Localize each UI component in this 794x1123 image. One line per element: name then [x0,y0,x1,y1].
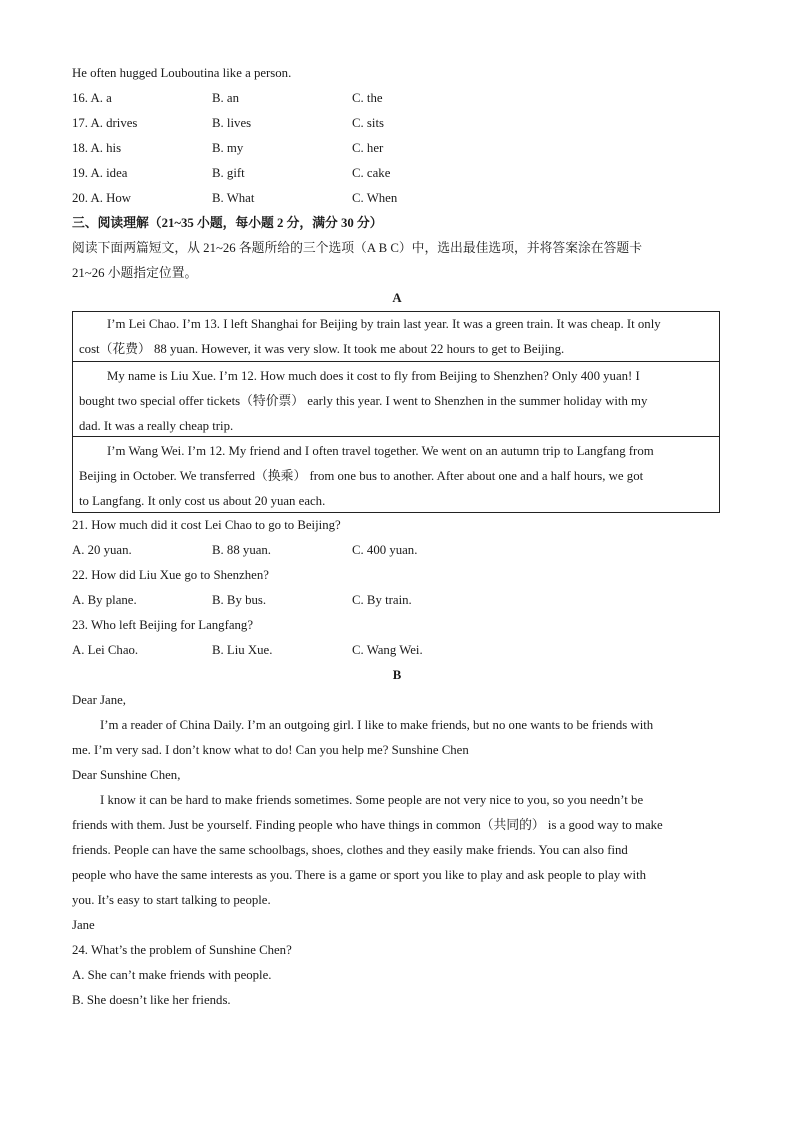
option-18b: B. my [212,141,244,155]
option-22c: C. By train. [352,593,412,607]
passage-b-label: B [392,668,402,682]
option-23a: A. Lei Chao. [72,643,139,657]
box3-line-2: Beijing in October. We transferred（换乘） from one bus to another. After about one and a half hours, we got [79,469,644,483]
option-21a: A. 20 yuan. [72,543,132,557]
option-16c: C. the [352,91,383,105]
letter-salutation-1: Dear Jane, [72,693,126,707]
question-22: 22. How did Liu Xue go to Shenzhen? [72,568,269,582]
option-22b: B. By bus. [212,593,267,607]
letter-signature: Jane [72,918,95,932]
box3-line-1: I’m Wang Wei. I’m 12. My friend and I often travel together. We went on an autumn trip to Langfang from [107,444,654,458]
option-21b: B. 88 yuan. [212,543,272,557]
option-20a: 20. A. How [72,191,132,205]
section-heading: 三、阅读理解（21~35 小题，每小题 2 分，满分 30 分） [72,216,383,230]
passage-a-box-3 [72,436,720,513]
box2-line-3: dad. It was a really cheap trip. [79,419,234,433]
option-23c: C. Wang Wei. [352,643,423,657]
option-24b: B. She doesn’t like her friends. [72,993,231,1007]
option-17b: B. lives [212,116,252,130]
letter-body-2-line-1: I know it can be hard to make friends sometimes. Some people are not very nice to you, so you needn’t be [100,793,644,807]
letter-body-1-line-1: I’m a reader of China Daily. I’m an outgoing girl. I like to make friends, but no one wants to be friends with [100,718,654,732]
letter-body-2-line-3: friends. People can have the same schoolbags, shoes, clothes and they easily make friends. You can also find [72,843,628,857]
option-19c: C. cake [352,166,391,180]
letter-body-2-line-4: people who have the same interests as you. There is a game or sport you like to play and ask people to play with [72,868,647,882]
section-instruction-1: 阅读下面两篇短文，从 21~26 各题所给的三个选项（A B C）中，选出最佳选项，并将答案涂在答题卡 [72,241,642,255]
letter-salutation-2: Dear Sunshine Chen, [72,768,181,782]
box2-line-2: bought two special offer tickets（特价票） early this year. I went to Shenzhen in the summer holiday with my [79,394,648,408]
option-22a: A. By plane. [72,593,137,607]
letter-body-2-line-5: you. It’s easy to start talking to people. [72,893,271,907]
passage-a-box-2 [72,361,720,436]
option-17c: C. sits [352,116,385,130]
box1-line-2: cost（花费） 88 yuan. However, it was very slow. It took me about 22 hours to get to Beijing. [79,342,565,356]
option-24a: A. She can’t make friends with people. [72,968,272,982]
option-20c: C. When [352,191,398,205]
box2-line-1: My name is Liu Xue. I’m 12. How much does it cost to fly from Beijing to Shenzhen? Only 400 yuan! I [107,369,640,383]
letter-body-2-line-2: friends with them. Just be yourself. Finding people who have things in common（共同的） is a good way to make [72,818,663,832]
option-20b: B. What [212,191,255,205]
box3-line-3: to Langfang. It only cost us about 20 yuan each. [79,494,326,508]
option-21c: C. 400 yuan. [352,543,418,557]
question-24: 24. What’s the problem of Sunshine Chen? [72,943,292,957]
box1-line-1: I’m Lei Chao. I’m 13. I left Shanghai for Beijing by train last year. It was a green train. It was cheap. It only [107,317,661,331]
question-23: 23. Who left Beijing for Langfang? [72,618,253,632]
question-21: 21. How much did it cost Lei Chao to go to Beijing? [72,518,341,532]
option-19b: B. gift [212,166,245,180]
section-instruction-2: 21~26 小题指定位置。 [72,266,198,280]
intro-line: He often hugged Louboutina like a person. [72,66,292,80]
passage-a-label: A [392,291,402,305]
option-18c: C. her [352,141,384,155]
option-17a: 17. A. drives [72,116,138,130]
option-18a: 18. A. his [72,141,122,155]
option-16a: 16. A. a [72,91,112,105]
option-19a: 19. A. idea [72,166,128,180]
passage-a-box-1 [72,311,720,361]
option-16b: B. an [212,91,240,105]
letter-body-1-line-2: me. I’m very sad. I don’t know what to do! Can you help me? Sunshine Chen [72,743,469,757]
option-23b: B. Liu Xue. [212,643,273,657]
